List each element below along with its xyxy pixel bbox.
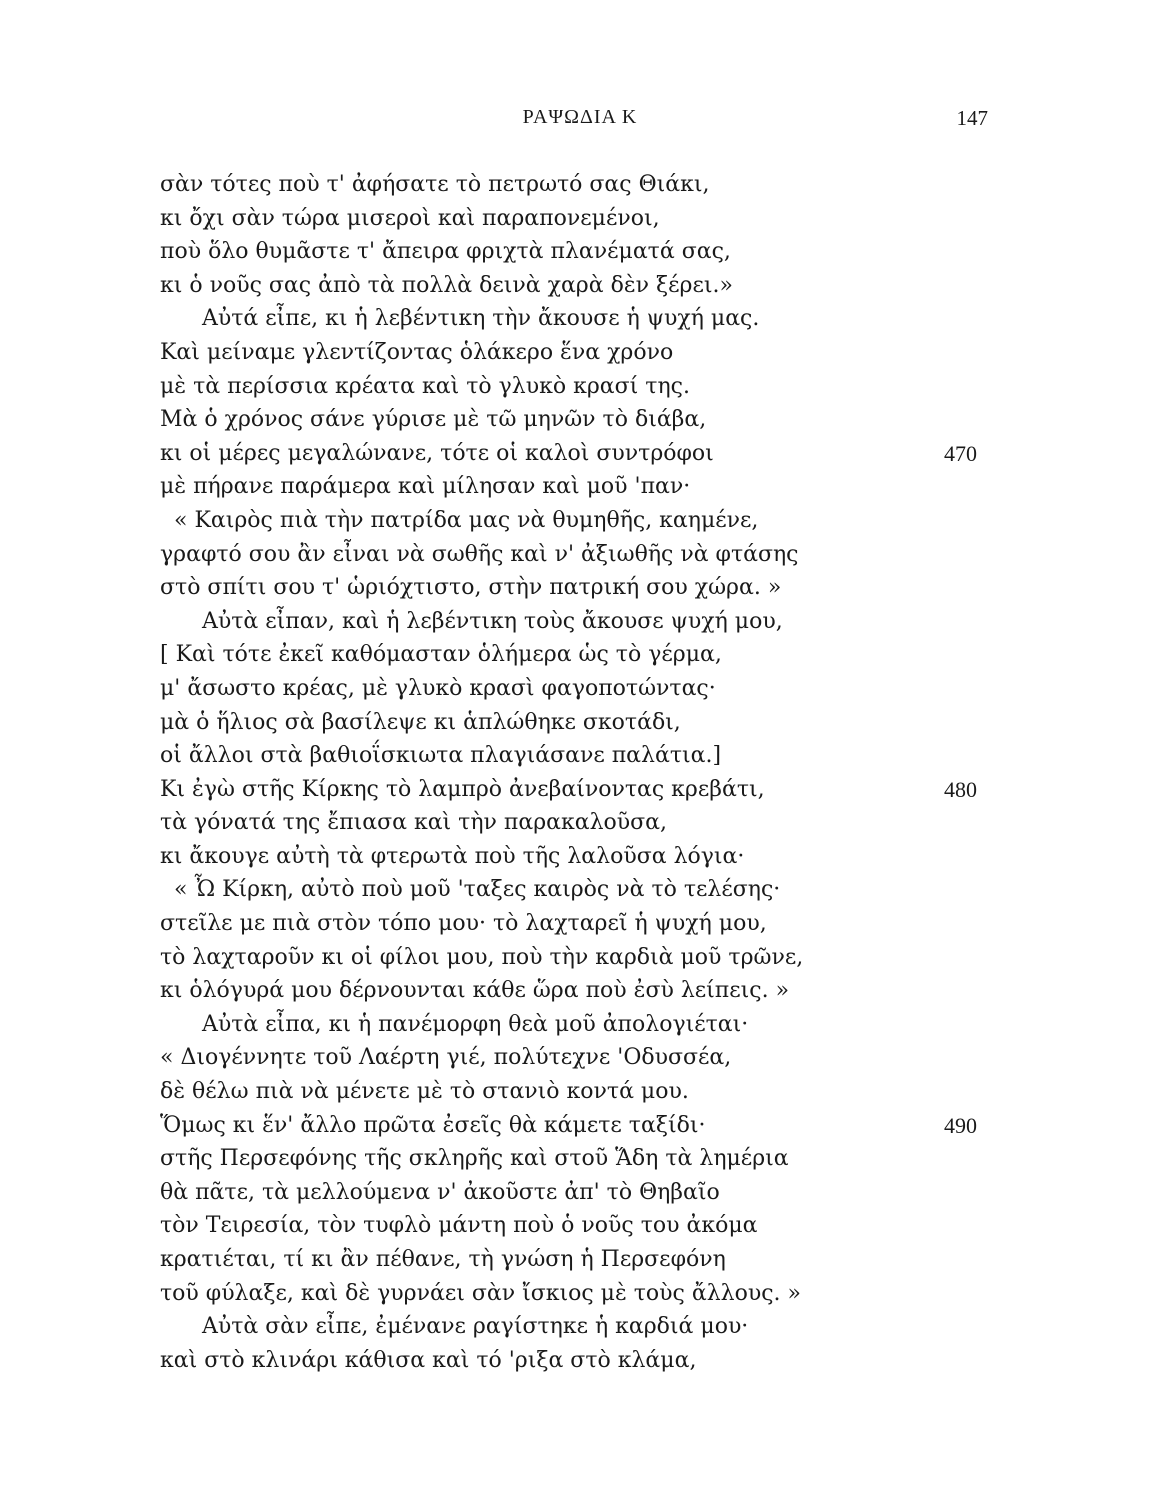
verse-line	[160, 269, 1000, 303]
verse-text: κι ὁλόγυρά μου δέρνουνται κάθε ὥρα ποὺ ἐσὺ λείπεις. »	[160, 978, 790, 1004]
verse-text: κι ἄκουγε αὐτὴ τὰ φτερωτὰ ποὺ τῆς λαλοῦσα λόγια·	[160, 843, 745, 869]
verse-line	[160, 571, 1000, 605]
verse-line	[160, 1008, 1000, 1042]
verse-text: Αὐτὰ σὰν εἶπε, ἐμένανε ραγίστηκε ἡ καρδιά μου·	[202, 1314, 749, 1340]
verse-text: κι ὄχι σὰν τώρα μισεροὶ καὶ παραπονεμένοι,	[160, 205, 660, 231]
verse-line	[160, 370, 1000, 404]
verse-text: τὰ γόνατά της ἔπιασα καὶ τὴν παρακαλοῦσα,	[160, 810, 668, 836]
verse-line	[160, 1344, 1000, 1378]
verse-line	[160, 1243, 1000, 1277]
verse-line	[160, 403, 1000, 437]
verse-text: τὸ λαχταροῦν κι οἱ φίλοι μου, ποὺ τὴν καρδιὰ μοῦ τρῶνε,	[160, 944, 804, 970]
verse-text: κι οἱ μέρες μεγαλώνανε, τότε οἱ καλοὶ συντρόφοι	[160, 440, 714, 466]
verse-line	[160, 1310, 1000, 1344]
verse-line	[160, 302, 1000, 336]
verse-line	[160, 1075, 1000, 1109]
verse-line	[160, 638, 1000, 672]
verse-text: [ Καὶ τότε ἐκεῖ καθόμασταν ὁλήμερα ὡς τὸ γέρμα,	[160, 642, 722, 668]
verse-text: « Ὦ Κίρκη, αὐτὸ ποὺ μοῦ 'ταξες καιρὸς νὰ τὸ τελέσης·	[174, 877, 781, 903]
running-title: ΡΑΨΩΔΙΑ Κ	[522, 106, 638, 128]
verse-line	[160, 168, 1000, 202]
verse-text: « Καιρὸς πιὰ τὴν πατρίδα μας νὰ θυμηθῆς, καημένε,	[174, 507, 759, 533]
verse-text: μὰ ὁ ἥλιος σὰ βασίλεψε κι ἁπλώθηκε σκοτάδι,	[160, 709, 681, 735]
verse-line	[160, 336, 1000, 370]
verse-line	[160, 1176, 1000, 1210]
verse-text: Καὶ μείναμε γλεντίζοντας ὁλάκερο ἕνα χρόνο	[160, 339, 674, 365]
verse-line	[160, 1209, 1000, 1243]
verse-text: κι ὁ νοῦς σας ἀπὸ τὰ πολλὰ δεινὰ χαρὰ δὲν ξέρει.»	[160, 272, 733, 298]
verse-text: ποὺ ὅλο θυμᾶστε τ' ἄπειρα φριχτὰ πλανέματά σας,	[160, 239, 731, 265]
verse-text: κρατιέται, τί κι ἂν πέθανε, τὴ γνώση ἡ Περσεφόνη	[160, 1247, 726, 1272]
verse-text: στῆς Περσεφόνης τῆς σκληρῆς καὶ στοῦ Ἅδη τὰ λημέρια	[160, 1146, 789, 1172]
verse-line	[160, 773, 1000, 807]
verse-line	[160, 873, 1000, 907]
verse-text: θὰ πᾶτε, τὰ μελλούμενα ν' ἀκοῦστε ἀπ' τὸ Θηβαῖο	[160, 1179, 720, 1205]
verse-line	[160, 470, 1000, 504]
verse-line	[160, 437, 1000, 471]
verse-line	[160, 941, 1000, 975]
verse-line	[160, 907, 1000, 941]
verse-text: σὰν τότες ποὺ τ' ἀφήσατε τὸ πετρωτό σας Θιάκι,	[160, 172, 710, 197]
verse-line	[160, 706, 1000, 740]
verse-line	[160, 1041, 1000, 1075]
verse-text: Αὐτὰ εἶπα, κι ἡ πανέμορφη θεὰ μοῦ ἀπολογιέται·	[202, 1011, 749, 1037]
verse-text: « Διογέννητε τοῦ Λαέρτη γιέ, πολύτεχνε 'Οδυσσέα,	[160, 1045, 732, 1071]
verse-text: μὲ πήρανε παράμερα καὶ μίλησαν καὶ μοῦ 'παν·	[160, 474, 691, 500]
page-number: 147	[956, 106, 988, 130]
verse-line	[160, 806, 1000, 840]
verse-text: τοῦ φύλαξε, καὶ δὲ γυρνάει σὰν ἴσκιος μὲ τοὺς ἄλλους. »	[160, 1280, 801, 1306]
verse-line	[160, 1109, 1000, 1143]
verse-line	[160, 1277, 1000, 1311]
verse-text: μ' ἄσωστο κρέας, μὲ γλυκὸ κρασὶ φαγοποτώντας·	[160, 675, 716, 701]
line-number: 490	[944, 1112, 977, 1138]
verse-line	[160, 605, 1000, 639]
verse-line	[160, 538, 1000, 572]
verse-line	[160, 1142, 1000, 1176]
verse-line	[160, 739, 1000, 773]
verse-text: Μὰ ὁ χρόνος σάνε γύρισε μὲ τῶ μηνῶν τὸ διάβα,	[160, 407, 707, 433]
verse-text: στὸ σπίτι σου τ' ὡριόχτιστο, στὴν πατρική σου χώρα. »	[160, 575, 782, 601]
verse-text: δὲ θέλω πιὰ νὰ μένετε μὲ τὸ στανιὸ κοντά μου.	[160, 1079, 689, 1105]
verse-text: οἱ ἄλλοι στὰ βαθιοΐσκιωτα πλαγιάσανε παλάτια.]	[160, 743, 722, 769]
running-head	[0, 100, 1160, 140]
verse-line	[160, 974, 1000, 1008]
verse-text: καὶ στὸ κλινάρι κάθισα καὶ τό 'ριξα στὸ κλάμα,	[160, 1347, 697, 1373]
verse-line	[160, 672, 1000, 706]
verse-text: μὲ τὰ περίσσια κρέατα καὶ τὸ γλυκὸ κρασί της.	[160, 373, 690, 399]
verse-line	[160, 840, 1000, 874]
verse-text: τὸν Τειρεσία, τὸν τυφλὸ μάντη ποὺ ὁ νοῦς του ἀκόμα	[160, 1213, 758, 1239]
verse-line	[160, 202, 1000, 236]
verse-text: Αὐτά εἶπε, κι ἡ λεβέντικη τὴν ἄκουσε ἡ ψυχή μας.	[202, 306, 760, 332]
line-number: 470	[944, 440, 977, 466]
verse-block	[160, 168, 1000, 1377]
verse-text: Αὐτὰ εἶπαν, καὶ ἡ λεβέντικη τοὺς ἄκουσε ψυχή μου,	[202, 608, 783, 634]
line-number: 480	[944, 776, 977, 802]
verse-text: στεῖλε με πιὰ στὸν τόπο μου· τὸ λαχταρεῖ ἡ ψυχή μου,	[160, 911, 767, 937]
verse-line	[160, 235, 1000, 269]
verse-text: Ὅμως κι ἕν' ἄλλο πρῶτα ἐσεῖς θὰ κάμετε ταξίδι·	[160, 1112, 706, 1138]
verse-line	[160, 504, 1000, 538]
verse-text: γραφτό σου ἂν εἶναι νὰ σωθῆς καὶ ν' ἀξιωθῆς νὰ φτάσης	[160, 541, 799, 567]
verse-text: Κι ἐγὼ στῆς Κίρκης τὸ λαμπρὸ ἀνεβαίνοντας κρεβάτι,	[160, 776, 765, 802]
